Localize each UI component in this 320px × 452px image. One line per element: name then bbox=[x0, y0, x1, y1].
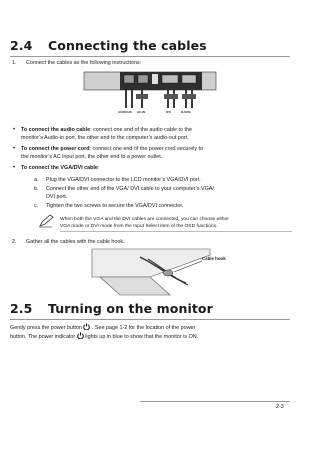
power-button-icon bbox=[83, 323, 90, 330]
bullet-bold: To connect the audio cable bbox=[21, 127, 91, 133]
section-heading-2-4 bbox=[10, 38, 207, 53]
substep-line1: Connect the other end of the VGA/ DVI cable to your computer’s VGA/ bbox=[46, 186, 214, 192]
bullet-vga-dvi bbox=[21, 164, 291, 172]
note-line1: When both the VGA and the DVI cables are connected, you can choose either bbox=[60, 217, 229, 222]
bullet-power bbox=[21, 145, 291, 161]
step-1 bbox=[12, 59, 141, 67]
section-number: 2.4 bbox=[10, 38, 33, 53]
bullet-bold: To connect the VGA/DVI cable bbox=[21, 165, 98, 171]
footer-rule bbox=[140, 401, 290, 402]
bullet-dot: • bbox=[13, 165, 16, 171]
substep-label: c. bbox=[34, 203, 39, 209]
power-line2-a: button. The power indicator bbox=[10, 334, 76, 340]
substep-line2: DVI port. bbox=[46, 194, 68, 200]
heading-rule bbox=[10, 319, 290, 320]
substep-b bbox=[34, 185, 290, 201]
step-number: 1. bbox=[12, 60, 17, 66]
substep-line1: Tighten the two screws to secure the VGA/DVI connector. bbox=[46, 203, 184, 209]
power-indicator-icon bbox=[77, 332, 84, 339]
bullet-dot: • bbox=[13, 127, 16, 133]
note-line2: VGA mode or DVI mode from the Input Select item of the OSD functions. bbox=[60, 224, 218, 229]
section-title: Connecting the cables bbox=[48, 38, 207, 53]
page-number: 2-3 bbox=[276, 404, 284, 410]
bullet-bold: To connect the power cord bbox=[21, 146, 90, 152]
section-title: Turning on the monitor bbox=[48, 301, 213, 316]
substep-a bbox=[34, 176, 290, 184]
port-label-ac-in: AC-IN bbox=[137, 110, 146, 114]
bullet-line1: : connect one end of the audio cable to the bbox=[90, 127, 192, 133]
cable-hook-figure bbox=[90, 247, 240, 299]
cable-hook-label: Cable hook bbox=[202, 256, 226, 261]
power-line2-b: lights up in blue to show that the monitor is ON. bbox=[85, 334, 199, 340]
bullet-line2: the monitor’s AC input port, the other end to a power outlet. bbox=[21, 154, 163, 160]
substep-label: b. bbox=[34, 186, 39, 192]
note-divider bbox=[60, 231, 292, 232]
step-2 bbox=[12, 238, 125, 246]
substep-c bbox=[34, 202, 290, 210]
substep-line1: Plug the VGA/DVI connector to the LCD monitor’s VGA/DVI port. bbox=[46, 177, 201, 183]
port-label-dvi: DVI bbox=[166, 110, 172, 114]
step-text: Connect the cables as the following instructions: bbox=[26, 60, 142, 66]
step-text: Gather all the cables with the cable hook. bbox=[26, 239, 125, 245]
substep-label: a. bbox=[34, 177, 39, 183]
bullet-audio bbox=[21, 126, 291, 142]
step-number: 2. bbox=[12, 239, 17, 245]
bullet-line1: : bbox=[97, 165, 100, 171]
port-label-audio-in: AUDIO-IN bbox=[118, 110, 132, 114]
section-heading-2-5 bbox=[10, 301, 213, 316]
note-text bbox=[60, 216, 292, 230]
power-line1-b: . See page 1-2 for the location of the power bbox=[91, 325, 196, 331]
connector-panel-figure bbox=[80, 70, 220, 122]
power-line1-a: Gently press the power button bbox=[10, 325, 82, 331]
port-label-d-sub: D-SUB bbox=[181, 110, 191, 114]
power-paragraph bbox=[10, 323, 292, 341]
heading-rule bbox=[10, 56, 290, 57]
bullet-line1: : connect one end of the power cord securely to bbox=[89, 146, 204, 152]
section-number: 2.5 bbox=[10, 301, 33, 316]
bullet-dot: • bbox=[13, 146, 16, 152]
pencil-note-icon bbox=[38, 214, 54, 228]
bullet-line2: monitor’s Audio-in port, the other end to the computer’s audio-out port. bbox=[21, 135, 189, 141]
